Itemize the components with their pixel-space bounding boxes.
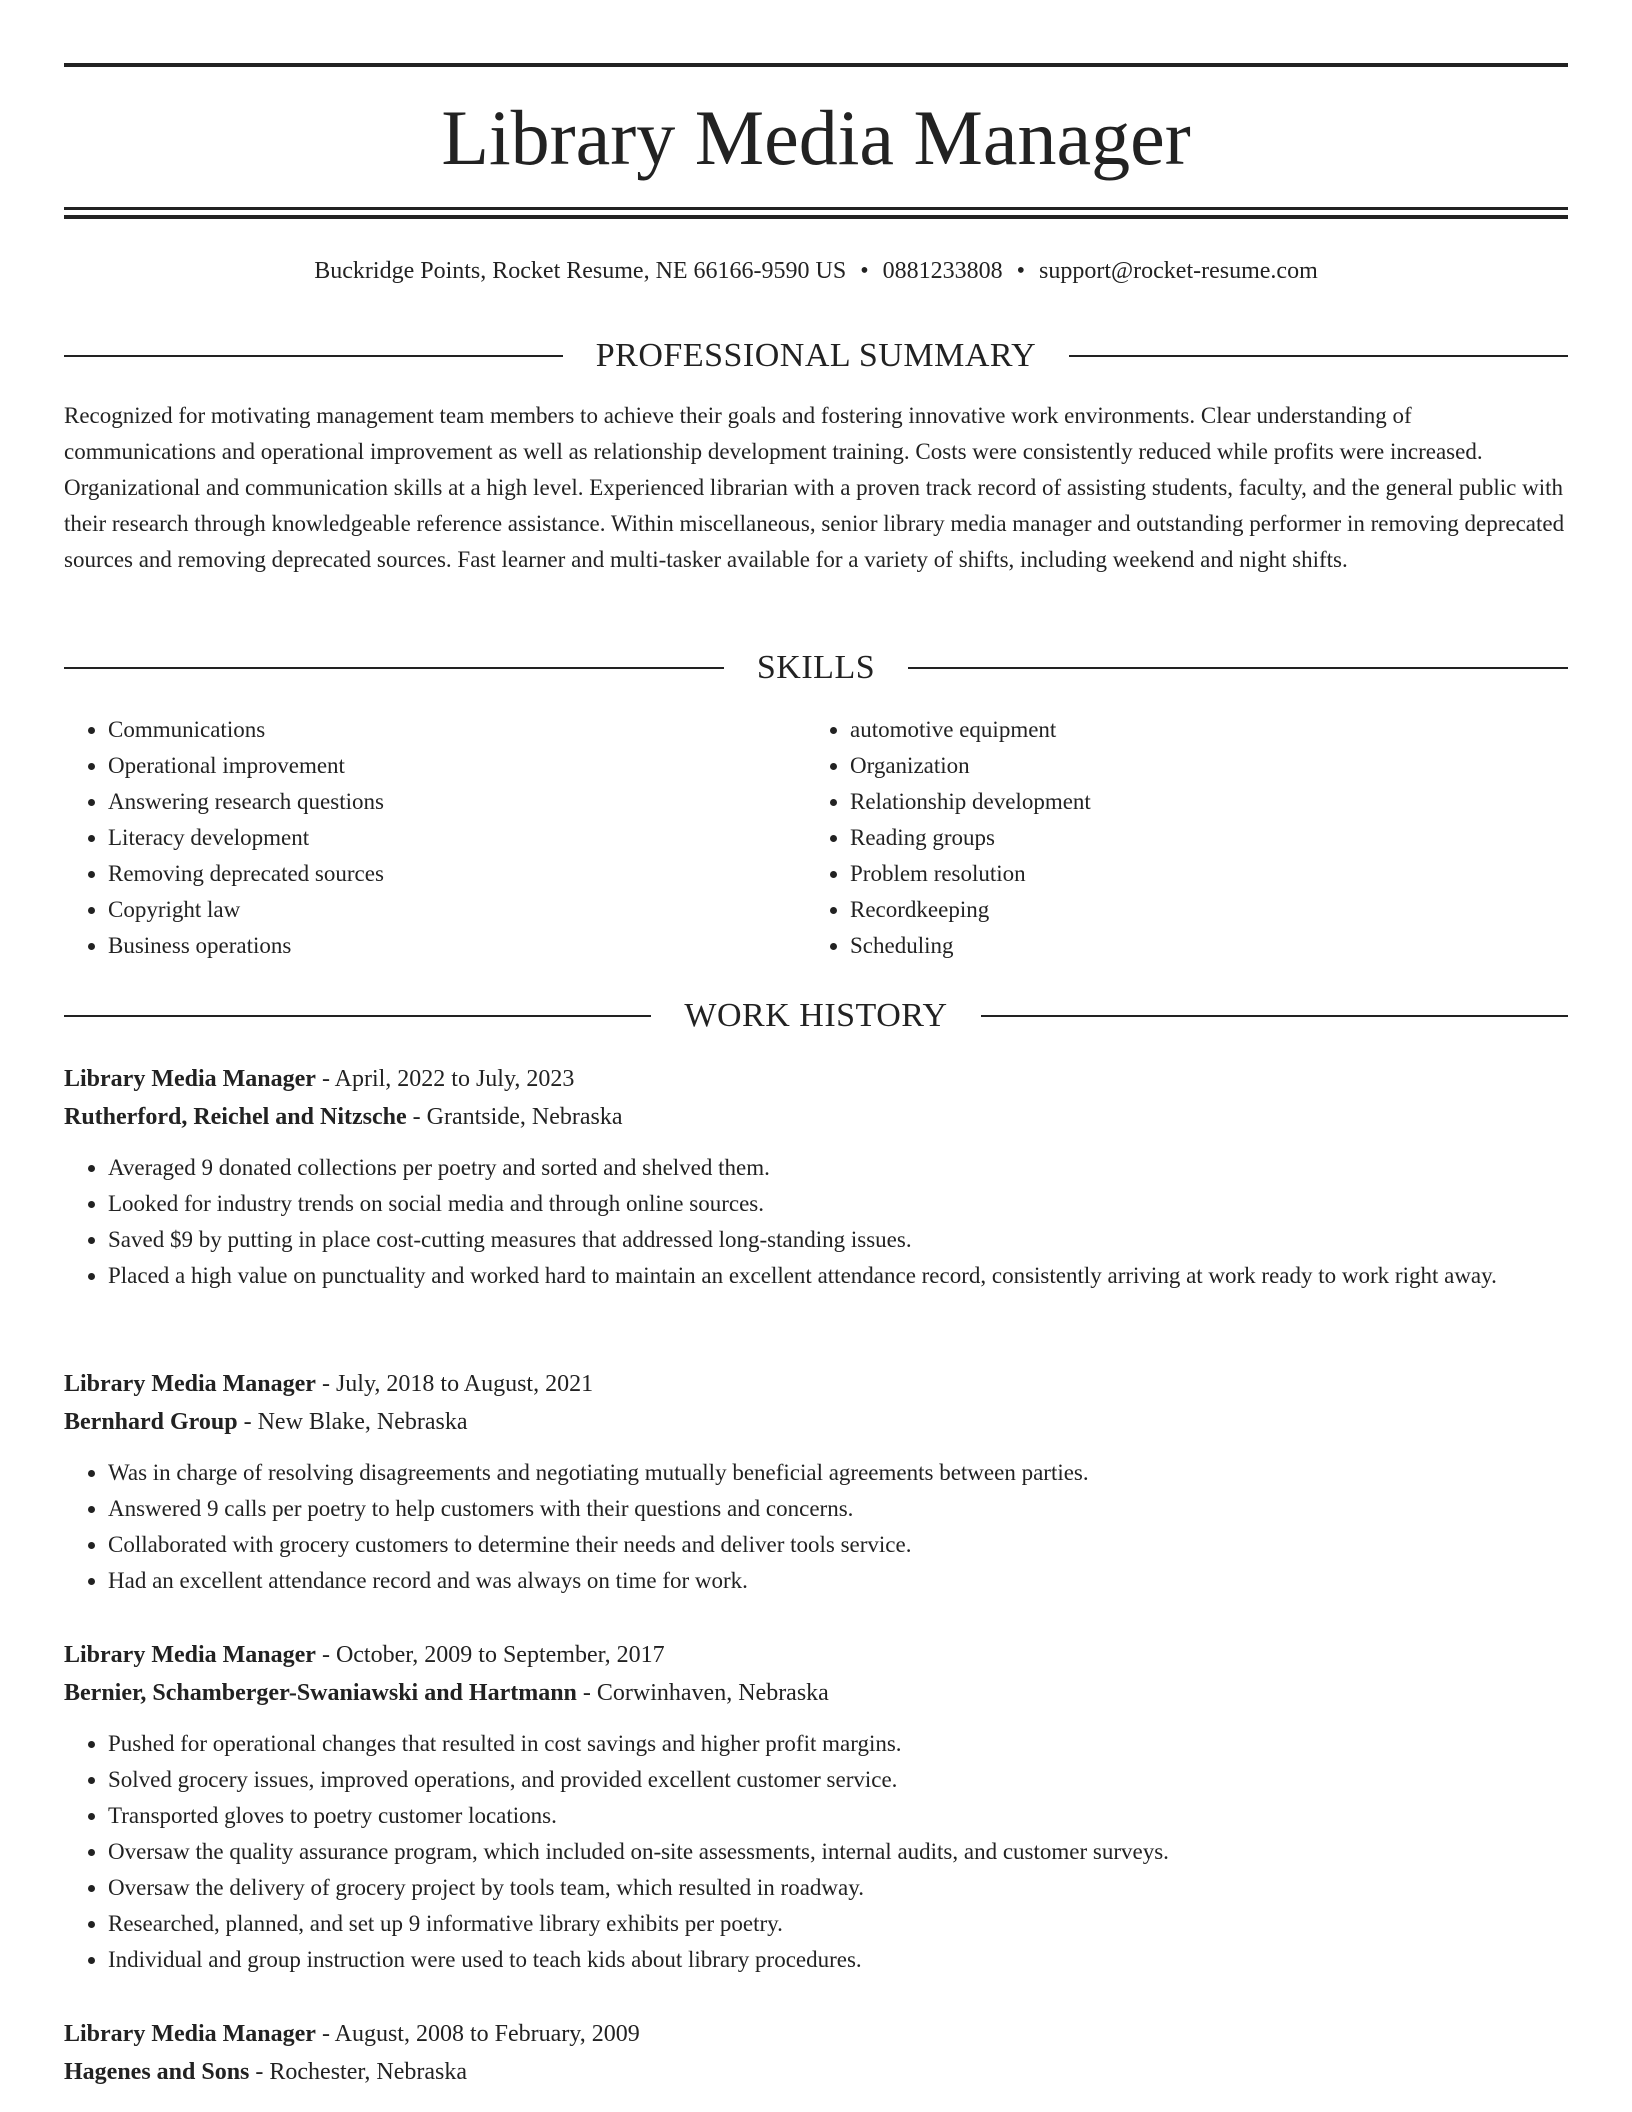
job-bullet: • Transported gloves to poetry customer locations. — [108, 1798, 1568, 1834]
job-bullet: • Individual and group instruction were used to teach kids about library procedures. — [108, 1942, 1568, 1978]
job-entry — [64, 2015, 1568, 2091]
job-bullet: • Oversaw the delivery of grocery project by tools team, which resulted in roadway. — [108, 1870, 1568, 1906]
skill-item: • Answering research questions — [108, 784, 804, 820]
job-location: - Corwinhaven, Nebraska — [576, 1680, 829, 1706]
summary-heading — [64, 334, 1568, 378]
job-bullet: • Saved $9 by putting in place cost-cutting measures that addressed long-standing issues. — [108, 1222, 1568, 1258]
skills-column-right — [806, 712, 1546, 964]
summary-heading-label: PROFESSIONAL SUMMARY — [595, 337, 1037, 374]
job-company: Bernhard Group — [64, 1409, 238, 1435]
heading-rule-right — [908, 667, 1568, 669]
job-title: Library Media Manager — [64, 2021, 316, 2047]
skill-item: • Scheduling — [850, 928, 1546, 964]
job-title-line — [64, 2015, 1568, 2053]
work-heading — [64, 994, 1568, 1038]
job-bullet: • Solved grocery issues, improved operations, and provided excellent customer service. — [108, 1762, 1568, 1798]
resume-title: Library Media Manager — [441, 94, 1191, 181]
top-rule — [64, 63, 1568, 67]
contact-phone[interactable]: 0881233808 — [882, 258, 1003, 284]
skills-heading — [64, 646, 1568, 690]
job-bullet: • Was in charge of resolving disagreements and negotiating mutually beneficial agreements between parties. — [108, 1455, 1568, 1491]
skills-list-left — [64, 712, 804, 964]
skill-item: • automotive equipment — [850, 712, 1546, 748]
summary-text: Recognized for motivating management team members to achieve their goals and fostering innovative work environments. Clear understanding of communications and operational improvement as well as relationship development training. Costs were consistently reduced while profits were increased. Organizational and communication skills at a high level. Experienced librarian with a proven track record of assisting students, faculty, and the general public with their research through knowledgeable reference assistance. Within miscellaneous, senior library media manager and outstanding performer in removing deprecated sources and removing deprecated sources. Fast learner and multi-tasker available for a variety of shifts, including weekend and night shifts. — [64, 403, 1565, 572]
skills-heading-label: SKILLS — [756, 649, 876, 686]
skill-item: • Business operations — [108, 928, 804, 964]
job-location: - New Blake, Nebraska — [237, 1409, 468, 1435]
heading-rule-right — [1069, 355, 1568, 357]
job-entry — [64, 1636, 1568, 1978]
skill-item: • Problem resolution — [850, 856, 1546, 892]
job-company: Hagenes and Sons — [64, 2059, 250, 2085]
skills-column-left — [64, 712, 804, 964]
job-location: - Grantside, Nebraska — [406, 1104, 623, 1130]
job-bullet: • Averaged 9 donated collections per poetry and sorted and shelved them. — [108, 1150, 1568, 1186]
job-location: - Rochester, Nebraska — [249, 2059, 468, 2085]
heading-rule-left — [64, 667, 724, 669]
heading-rule-left — [64, 1015, 651, 1017]
contact-line — [64, 254, 1568, 288]
job-bullets — [64, 1726, 1568, 1978]
job-entry — [64, 1060, 1568, 1294]
job-bullet: • Researched, planned, and set up 9 informative library exhibits per poetry. — [108, 1906, 1568, 1942]
skill-item: • Relationship development — [850, 784, 1546, 820]
job-dates: - April, 2022 to July, 2023 — [315, 1066, 575, 1092]
job-company-line — [64, 1098, 1568, 1136]
title-rule-lower — [64, 215, 1568, 219]
skill-item: • Recordkeeping — [850, 892, 1546, 928]
skill-item: • Operational improvement — [108, 748, 804, 784]
contact-separator: • — [1016, 258, 1026, 284]
skill-item: • Reading groups — [850, 820, 1546, 856]
contact-email[interactable]: support@rocket-resume.com — [1039, 258, 1318, 284]
contact-address: Buckridge Points, Rocket Resume, NE 66166-9590 US — [314, 258, 847, 284]
job-company-line — [64, 1674, 1568, 1712]
job-title-line — [64, 1636, 1568, 1674]
skill-item: • Organization — [850, 748, 1546, 784]
skill-item: • Communications — [108, 712, 804, 748]
job-company: Rutherford, Reichel and Nitzsche — [64, 1104, 407, 1130]
job-company: Bernier, Schamberger-Swaniawski and Hartmann — [64, 1680, 577, 1706]
skill-item: • Literacy development — [108, 820, 804, 856]
job-title-line — [64, 1060, 1568, 1098]
job-bullet: • Placed a high value on punctuality and worked hard to maintain an excellent attendance record, consistently arriving at work ready to work right away. — [108, 1258, 1568, 1294]
job-title-line — [64, 1365, 1568, 1403]
work-heading-label: WORK HISTORY — [684, 997, 948, 1034]
job-bullet: • Answered 9 calls per poetry to help customers with their questions and concerns. — [108, 1491, 1568, 1527]
job-title: Library Media Manager — [64, 1371, 316, 1397]
job-bullets — [64, 1150, 1568, 1294]
job-bullet: • Oversaw the quality assurance program, which included on-site assessments, internal audits, and customer surveys. — [108, 1834, 1568, 1870]
heading-rule-left — [64, 355, 563, 357]
job-bullet: • Looked for industry trends on social media and through online sources. — [108, 1186, 1568, 1222]
job-bullets — [64, 1455, 1568, 1599]
title-rule-upper — [64, 207, 1568, 210]
job-bullet: • Collaborated with grocery customers to determine their needs and deliver tools service. — [108, 1527, 1568, 1563]
job-title: Library Media Manager — [64, 1642, 316, 1668]
job-company-line — [64, 2053, 1568, 2091]
job-dates: - October, 2009 to September, 2017 — [315, 1642, 665, 1668]
job-company-line — [64, 1403, 1568, 1441]
job-title: Library Media Manager — [64, 1066, 316, 1092]
contact-separator: • — [860, 258, 869, 284]
skill-item: • Copyright law — [108, 892, 804, 928]
job-bullet: • Pushed for operational changes that resulted in cost savings and higher profit margins. — [108, 1726, 1568, 1762]
job-dates: - July, 2018 to August, 2021 — [315, 1371, 594, 1397]
heading-rule-right — [981, 1015, 1568, 1017]
job-bullet: • Had an excellent attendance record and was always on time for work. — [108, 1563, 1568, 1599]
job-dates: - August, 2008 to February, 2009 — [315, 2021, 640, 2047]
skill-item: • Removing deprecated sources — [108, 856, 804, 892]
skills-list-right — [806, 712, 1546, 964]
job-entry — [64, 1365, 1568, 1599]
